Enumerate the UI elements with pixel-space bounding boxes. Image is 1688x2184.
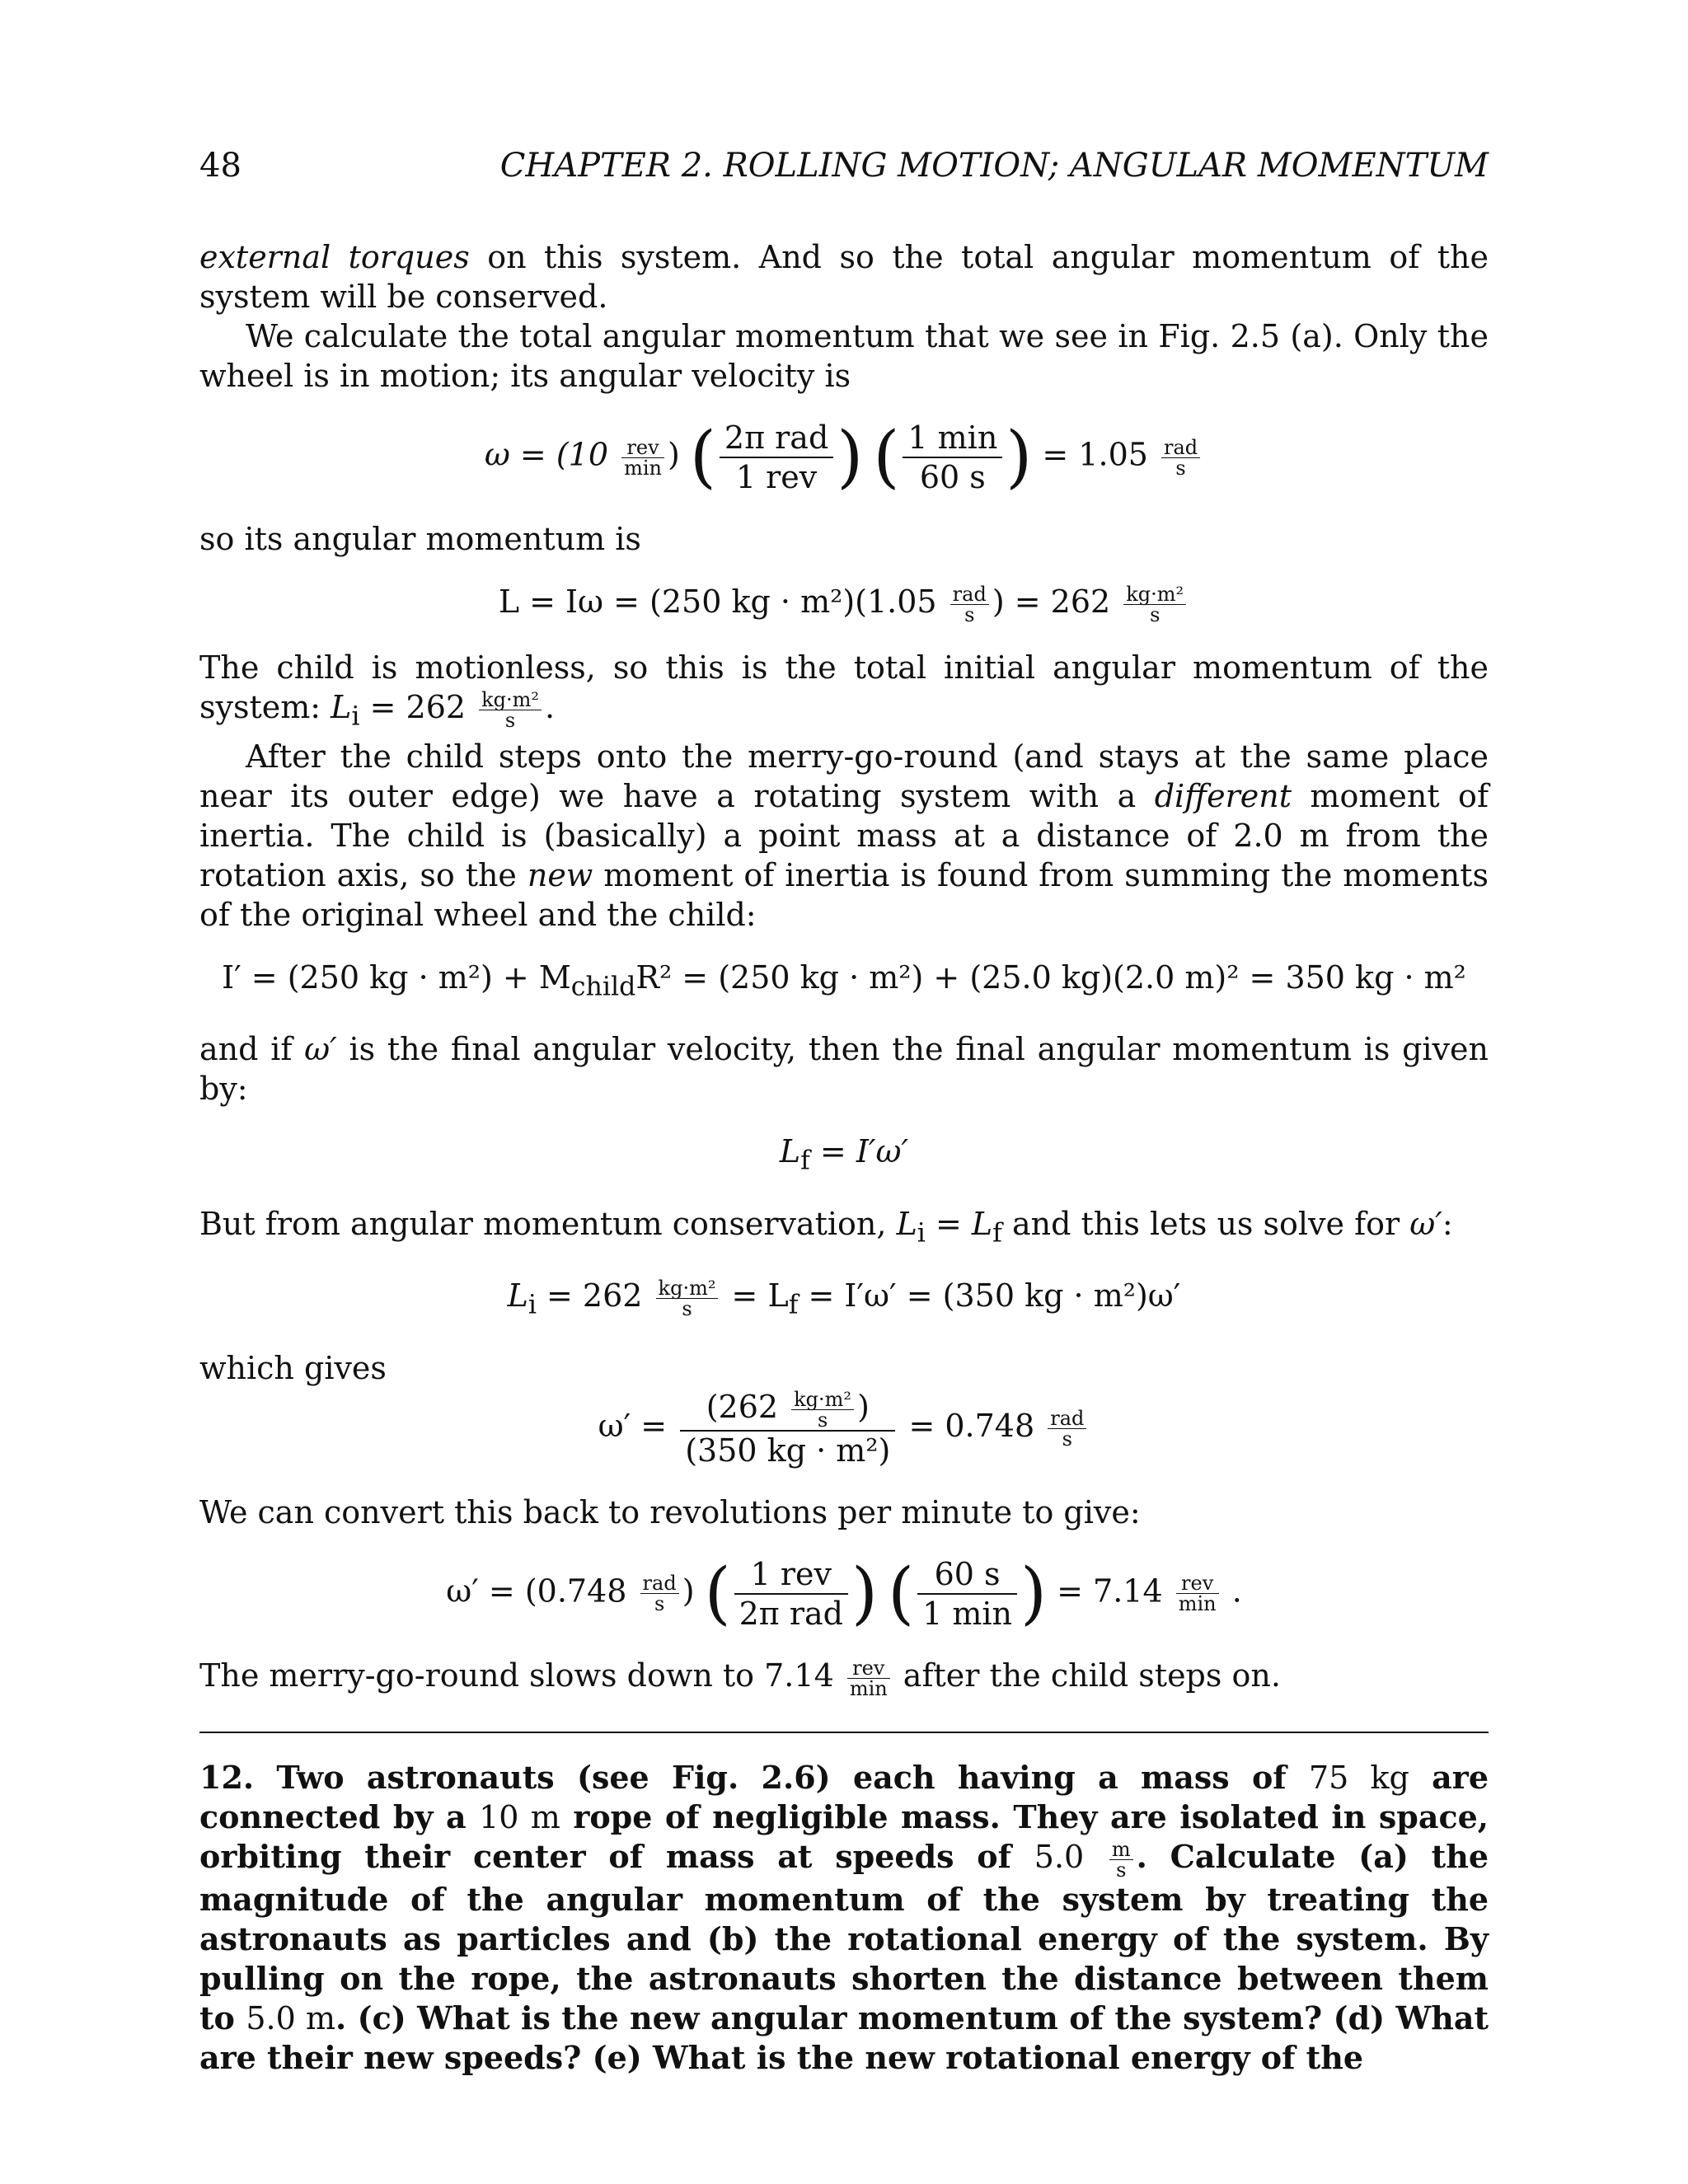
text-run: moment of inertia. The child is (basically) a point mass at a distance of 2.0 m from the rotation axis, so the [199, 777, 1489, 893]
eq-text: = 7.14 [1057, 1572, 1173, 1610]
value: 75 kg [1308, 1759, 1409, 1796]
eq-sub: i [528, 1290, 537, 1320]
denominator: s [1116, 1858, 1127, 1882]
denominator: min [624, 456, 662, 480]
numerator: kg·m² [791, 1390, 854, 1410]
paragraph [199, 1029, 1489, 1108]
text-run: But from angular momentum conservation, [199, 1205, 897, 1242]
paren: ) [1020, 1554, 1048, 1633]
fraction [720, 419, 833, 496]
equation-new-inertia [199, 958, 1489, 1007]
text-run: = [925, 1205, 972, 1242]
eq-text: = I′ω′ [809, 1133, 909, 1170]
denominator: 1 min [922, 1595, 1013, 1632]
numerator: rad [1161, 438, 1200, 458]
chapter-title: CHAPTER 2. ROLLING MOTION; ANGULAR MOMENTUM [499, 147, 1489, 185]
denominator: 2π rad [738, 1595, 843, 1632]
denominator: s [682, 1297, 692, 1321]
numerator: rad [640, 1573, 679, 1594]
eq-text: = 0.748 [898, 1407, 1045, 1444]
fraction [1161, 435, 1200, 480]
eq-text: = 262 [536, 1277, 653, 1315]
fraction [656, 1278, 719, 1319]
paragraph: so its angular momentum is [199, 521, 641, 557]
text-run: after the child steps on. [893, 1657, 1281, 1694]
numerator: rad [1048, 1408, 1086, 1429]
paren: ( [873, 418, 900, 496]
value: 5.0 m [246, 1999, 336, 2036]
fraction [791, 1387, 854, 1432]
text-run: moment of inertia is found from summing the moments of the original wheel and the child: [199, 856, 1489, 933]
paragraph: We calculate the total angular momentum that we see in Fig. 2.5 (a). Only the wheel is in motion; its angular velocity is [199, 318, 1489, 394]
text-run: are connected by a [199, 1758, 1489, 1835]
eq-sub: f [788, 1290, 799, 1320]
eq-sub: f [800, 1146, 810, 1176]
paragraph: which gives [199, 1349, 387, 1386]
section-divider [199, 1732, 1489, 1733]
eq-text: . [1221, 1572, 1242, 1610]
eq-text: ) [667, 436, 680, 473]
eq-text: R² = (250 kg · m²) + (25.0 kg)(2.0 m)² = 350 kg · m² [635, 958, 1466, 996]
value: 10 m [479, 1798, 560, 1835]
eq-text: ) [857, 1388, 870, 1425]
eq-text: ω′ = [598, 1407, 678, 1444]
fraction [1123, 584, 1186, 625]
eq-text: I′ = (250 kg · m²) + M [222, 958, 571, 996]
text-run: . (c) What is the new angular momentum of the system? (d) What are their new speeds? (e) What is the new rotational energy of the [199, 1999, 1489, 2076]
fraction [950, 584, 989, 625]
eq-text: ) = 262 [992, 583, 1121, 620]
text-run: After the child steps onto the merry-go-round (and stays at the same place near its outer edge) we have a rotating system with a [199, 738, 1489, 814]
fraction [734, 1555, 848, 1633]
numerator: kg·m² [656, 1278, 719, 1299]
eq-text: (262 [706, 1388, 789, 1425]
text-run: = 262 [359, 689, 476, 725]
paragraph: The child is motionless, so this is the total initial angular momentum of the system: $L_i = 262$ $\frac{\text{kg·m²}}{s}$ . [199, 649, 1489, 732]
text-run: and if [199, 1031, 305, 1068]
numerator: rev [1176, 1573, 1219, 1594]
equation-angular-momentum [199, 582, 1489, 625]
numerator: 2π rad [720, 419, 833, 458]
numerator: 60 s [917, 1555, 1017, 1595]
text-run: rope of negligible mass. They are isolated in space, orbiting their center of mass at speeds of [199, 1797, 1489, 1875]
denominator: s [964, 603, 975, 626]
numerator: 1 min [903, 419, 1002, 458]
numerator [680, 1388, 895, 1432]
fraction [479, 690, 542, 730]
fraction [1048, 1408, 1086, 1449]
equation-rpm [199, 1555, 1489, 1633]
numerator: rad [950, 584, 989, 605]
eq-text: ω = (10 [484, 436, 619, 473]
denominator: s [1175, 456, 1186, 480]
eq-text: = L [721, 1277, 789, 1315]
paragraph [199, 737, 1489, 935]
text-run: on this system. And so the total angular momentum of the system will be conserved. [199, 239, 1489, 315]
text-run: and this lets us solve for [1001, 1205, 1410, 1242]
denominator: s [817, 1408, 828, 1432]
math-sub: i [351, 701, 360, 732]
eq-text: L [779, 1133, 801, 1170]
math-sub: i [917, 1218, 926, 1249]
numerator: kg·m² [479, 690, 542, 710]
text-run: The merry-go-round slows down to 7.14 [199, 1657, 844, 1694]
math: L [896, 1205, 917, 1242]
paren: ) [837, 418, 864, 496]
fraction [917, 1555, 1017, 1633]
denominator: s [654, 1592, 665, 1616]
running-header [199, 147, 1489, 196]
fraction [847, 1658, 890, 1699]
problem-12 [199, 1758, 1489, 2078]
text-run: . Calculate (a) the magnitude of the angular momentum of the system by treating the astronauts as particles and (b) the rotational energy of the system. By pulling on the rope, the astronauts shorten the distance between them to [199, 1837, 1489, 2036]
denominator: s [1150, 603, 1160, 626]
paragraph [199, 1656, 1489, 1699]
paren: ) [851, 1554, 878, 1633]
equation-angular-velocity [199, 419, 1489, 496]
text-run: 12. Two astronauts (see Fig. 2.6) each having a mass of [199, 1758, 1309, 1796]
denominator: s [504, 709, 516, 732]
numerator: kg·m² [1123, 584, 1186, 605]
emphasis: different [1154, 777, 1292, 814]
emphasis: new [527, 856, 593, 893]
denominator: min [1178, 1592, 1217, 1616]
math-sub: f [992, 1218, 1002, 1249]
fraction [621, 435, 664, 480]
equation-conservation [199, 1276, 1489, 1325]
math: L [971, 1205, 993, 1242]
paragraph [199, 1204, 1489, 1254]
numerator: rev [847, 1658, 890, 1679]
paren: ( [689, 418, 716, 496]
fraction [903, 419, 1002, 496]
equation-final-momentum [199, 1132, 1489, 1181]
emphasis: external torques [199, 239, 470, 275]
fraction [1176, 1573, 1219, 1614]
math: L [331, 689, 352, 725]
paren: ( [888, 1554, 915, 1633]
paragraph [199, 237, 1489, 316]
main-text [199, 237, 1489, 2078]
denominator: (350 kg · m²) [685, 1432, 891, 1469]
value: 5.0 [1034, 1838, 1106, 1875]
eq-text: = I′ω′ = (350 kg · m²)ω′ [798, 1277, 1181, 1315]
eq-text: ω′ = (0.748 [446, 1572, 637, 1610]
eq-text: L [507, 1277, 528, 1315]
math: ω′ [304, 1031, 337, 1068]
paren: ( [704, 1554, 731, 1633]
denominator: 60 s [919, 459, 986, 495]
page-number: 48 [199, 147, 241, 185]
numerator: 1 rev [734, 1555, 848, 1595]
text-run: is the final angular velocity, then the final angular momentum is given by: [199, 1031, 1489, 1108]
fraction [1109, 1837, 1133, 1882]
equation-omega-prime [199, 1388, 1489, 1469]
paragraph: We can convert this back to revolutions per minute to give: [199, 1493, 1141, 1530]
text-run: : [1442, 1205, 1453, 1242]
numerator: rev [621, 438, 664, 458]
denominator: min [849, 1676, 888, 1700]
eq-sub: child [570, 972, 636, 1002]
fraction [680, 1388, 895, 1469]
fraction [640, 1573, 679, 1614]
math: ω′ [1409, 1205, 1442, 1242]
text-run: The child is motionless, so this is the total initial angular momentum of the system: [199, 649, 1489, 725]
denominator: 1 rev [735, 459, 818, 495]
denominator: s [1062, 1427, 1072, 1451]
eq-text: ) [682, 1572, 695, 1610]
paren: ) [1006, 418, 1033, 496]
eq-text: = 1.05 [1042, 436, 1158, 473]
eq-text: L = Iω = (250 kg · m²)(1.05 [498, 583, 947, 620]
numerator: m [1109, 1840, 1133, 1860]
